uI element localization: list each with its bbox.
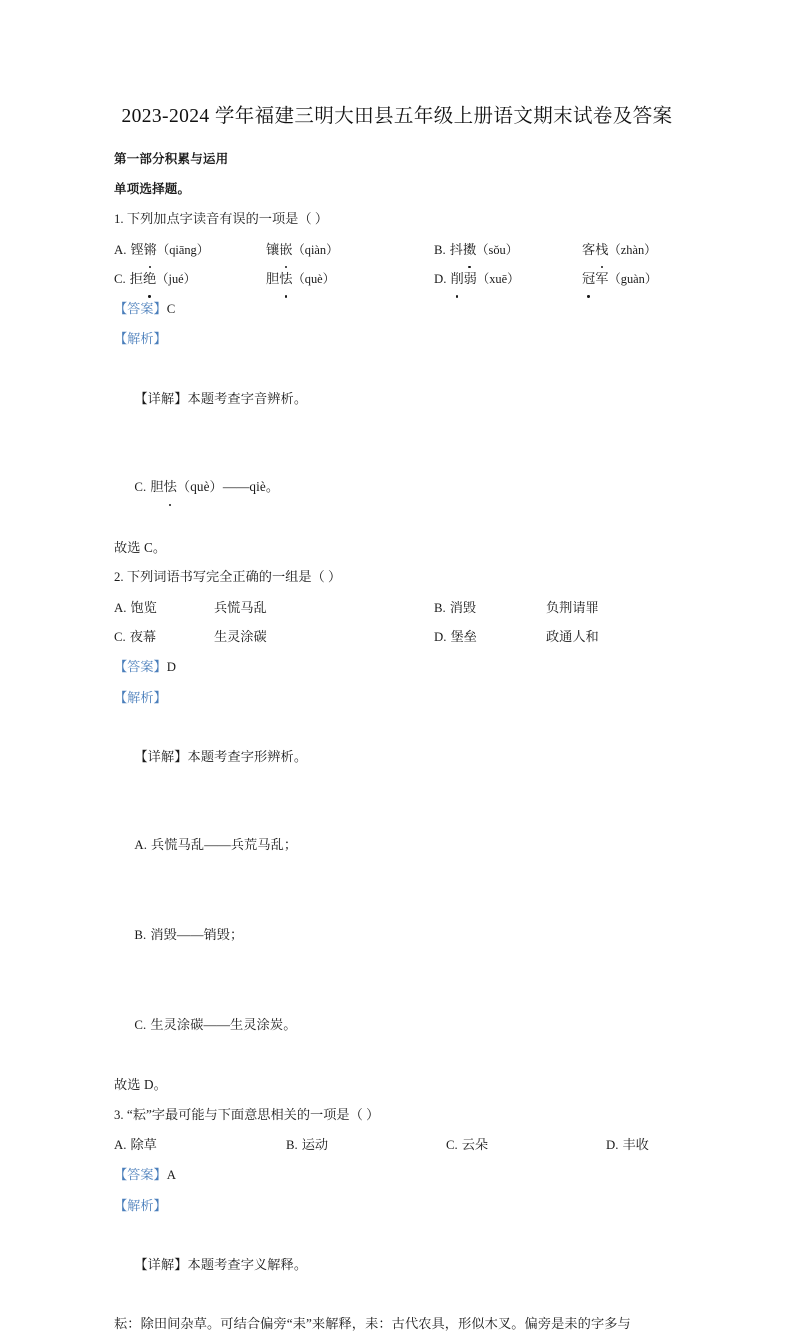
document-content <box>114 96 680 1339</box>
option-text: 云朵 <box>461 1137 489 1153</box>
section-heading: 第一部分积累与运用 <box>114 152 229 166</box>
option-label: C. <box>446 1138 458 1153</box>
detail-tag: 【详解】 <box>134 1256 188 1272</box>
question-1-option-c[interactable] <box>114 264 196 295</box>
analysis-tag: 【解析】 <box>114 331 167 347</box>
option-pinyin: （sǒu） <box>476 242 519 257</box>
page-title: 2023-2024 学年福建三明大田县五年级上册语文期末试卷及答案 <box>121 106 673 127</box>
question-3-detail-text: 本题考查字义解释。 <box>187 1256 308 1272</box>
question-3-stem <box>114 1100 680 1131</box>
emphasis-dot-char: 削 <box>450 264 463 294</box>
question-2-detail-text: 本题考查字形辨析。 <box>187 748 308 764</box>
option-pinyin: （xuē） <box>476 272 520 287</box>
option-word: 负荆请罪 <box>546 599 599 615</box>
question-3-option-b[interactable] <box>286 1130 328 1161</box>
question-2-option-c[interactable] <box>114 622 156 653</box>
explanation-pre: 胆 <box>150 479 164 495</box>
question-2-answer-line <box>114 652 680 683</box>
question-1-conclusion: 故选 C。 <box>114 539 167 555</box>
option-word: 弱 <box>463 271 477 287</box>
emphasis-dot-char: 怯 <box>279 264 292 294</box>
option-pinyin: （qiàn） <box>292 242 339 257</box>
option-word: 镶 <box>266 241 280 257</box>
option-word: 堡垒 <box>450 629 477 645</box>
question-3-number: 3. <box>114 1107 124 1122</box>
question-2-option-c-second[interactable] <box>214 622 267 652</box>
question-1-option-b-second[interactable] <box>582 235 657 266</box>
question-1-detail-line <box>114 354 680 443</box>
explanation-text: 生灵涂碳——生灵涂炭。 <box>150 1017 297 1033</box>
explanation-text: 消毁——销毁； <box>150 927 244 943</box>
explanation-label: C. <box>134 1018 147 1033</box>
option-label: B. <box>286 1138 298 1153</box>
option-label: A. <box>114 1138 127 1153</box>
question-1-options-row-1 <box>114 235 680 265</box>
emphasis-dot-char: 锵 <box>144 235 157 265</box>
question-2-option-b-second[interactable] <box>546 593 599 623</box>
option-word: 拒 <box>129 271 143 287</box>
question-1-detail-text: 本题考查字音辨析。 <box>187 390 308 406</box>
explanation-label: C. <box>134 480 147 495</box>
option-word: 政通人和 <box>546 629 599 645</box>
option-label: C. <box>114 272 126 287</box>
option-label: B. <box>434 242 446 257</box>
question-2-option-b[interactable] <box>434 593 476 624</box>
analysis-tag: 【解析】 <box>114 689 167 705</box>
question-1-option-a[interactable] <box>114 235 209 266</box>
answer-tag: 【答案】 <box>114 658 167 674</box>
analysis-tag: 【解析】 <box>114 1197 167 1213</box>
option-word: 饱览 <box>130 599 157 615</box>
question-1-option-c-second[interactable] <box>266 264 335 295</box>
question-2-explanation-line-1 <box>114 801 680 891</box>
question-1-option-d[interactable] <box>434 264 520 295</box>
explanation-label: A. <box>134 838 148 853</box>
question-1-answer-value: C <box>166 301 176 316</box>
question-2-option-d-second[interactable] <box>546 622 599 652</box>
question-1-option-a-second[interactable] <box>266 235 339 266</box>
question-2-detail-line <box>114 712 680 801</box>
option-pinyin: （què） <box>292 272 336 287</box>
question-2-explanation-line-3 <box>114 980 680 1070</box>
detail-tag: 【详解】 <box>134 390 188 406</box>
question-2-text: 下列词语书写完全正确的一组是（ ） <box>126 569 342 585</box>
option-text: 丰收 <box>622 1137 649 1153</box>
question-1-explanation-line-1 <box>114 443 680 533</box>
option-word: 夜幕 <box>129 629 157 645</box>
option-text: 除草 <box>130 1137 157 1153</box>
option-word: 胆 <box>266 271 280 287</box>
option-pinyin: （jué） <box>156 272 197 287</box>
question-3-options-row <box>114 1130 680 1160</box>
explanation-label: B. <box>134 928 147 943</box>
question-3-text: “耘”字最可能与下面意思相关的一项是（ ） <box>126 1106 380 1122</box>
question-2-option-a-second[interactable] <box>214 593 267 623</box>
question-3-option-d[interactable] <box>606 1130 649 1161</box>
explanation-post: （què）——qiè。 <box>176 479 280 495</box>
emphasis-dot-char: 怯 <box>164 472 177 502</box>
option-word: 铿 <box>130 241 144 257</box>
subsection-heading: 单项选择题。 <box>114 182 191 196</box>
emphasis-dot-char: 绝 <box>143 264 156 294</box>
question-3-option-c[interactable] <box>446 1130 488 1161</box>
option-label: B. <box>434 600 446 615</box>
detail-tag: 【详解】 <box>134 748 188 764</box>
question-2-explanation-line-2 <box>114 891 680 981</box>
option-word: 客 <box>582 241 596 257</box>
question-2-conclusion: 故选 D。 <box>114 1077 167 1093</box>
option-label: A. <box>114 242 127 257</box>
option-label: D. <box>434 630 447 645</box>
answer-tag: 【答案】 <box>114 1167 167 1182</box>
option-word: 生灵涂碳 <box>214 629 267 645</box>
option-pinyin: （qiāng） <box>156 242 210 257</box>
option-text: 运动 <box>301 1137 329 1153</box>
option-label: D. <box>606 1138 619 1153</box>
option-pinyin: （guàn） <box>608 272 658 287</box>
question-1-analysis-line <box>114 324 680 354</box>
question-1-option-d-second[interactable] <box>582 264 657 295</box>
answer-tag: 【答案】 <box>114 300 167 316</box>
question-2-option-d[interactable] <box>434 622 477 653</box>
question-1-answer-line <box>114 294 680 325</box>
question-2-answer-value: D <box>166 659 176 674</box>
option-label: A. <box>114 600 127 615</box>
question-3-analysis-line <box>114 1191 680 1221</box>
question-3-answer-value: A <box>166 1168 176 1182</box>
question-1-option-b[interactable] <box>434 235 518 266</box>
emphasis-dot-char: 冠 <box>582 264 595 294</box>
question-2-options-row-2 <box>114 622 680 652</box>
question-2-stem <box>114 562 680 593</box>
question-1-options-row-2 <box>114 264 680 294</box>
option-word: 抖 <box>449 241 463 257</box>
question-2-analysis-line <box>114 683 680 713</box>
explanation-text: 兵慌马乱——兵荒马乱； <box>151 837 298 853</box>
question-3-trailing-text: 耘：除田间杂草。可结合偏旁“耒”来解释，耒：古代农具，形似木叉。偏旁是耒的字多与 <box>114 1315 631 1331</box>
option-label: D. <box>434 272 447 287</box>
question-2-number: 2. <box>114 570 124 585</box>
question-2-option-a[interactable] <box>114 593 157 624</box>
emphasis-dot-char: 栈 <box>595 235 608 265</box>
question-3-option-a[interactable] <box>114 1130 157 1161</box>
option-word: 军 <box>595 271 609 287</box>
question-1-number: 1. <box>114 212 124 226</box>
emphasis-dot-char: 嵌 <box>279 235 292 265</box>
option-word: 兵慌马乱 <box>214 599 267 615</box>
emphasis-dot-char: 擞 <box>463 235 476 265</box>
question-1-text: 下列加点字读音有误的一项是（ ） <box>126 211 329 226</box>
question-3-detail-line <box>114 1220 680 1309</box>
question-2-options-row-1 <box>114 593 680 623</box>
option-label: C. <box>114 630 126 645</box>
option-pinyin: （zhàn） <box>608 242 657 257</box>
option-word: 消毁 <box>449 599 477 615</box>
question-3-answer-line <box>114 1160 680 1191</box>
question-1-stem <box>114 204 680 235</box>
